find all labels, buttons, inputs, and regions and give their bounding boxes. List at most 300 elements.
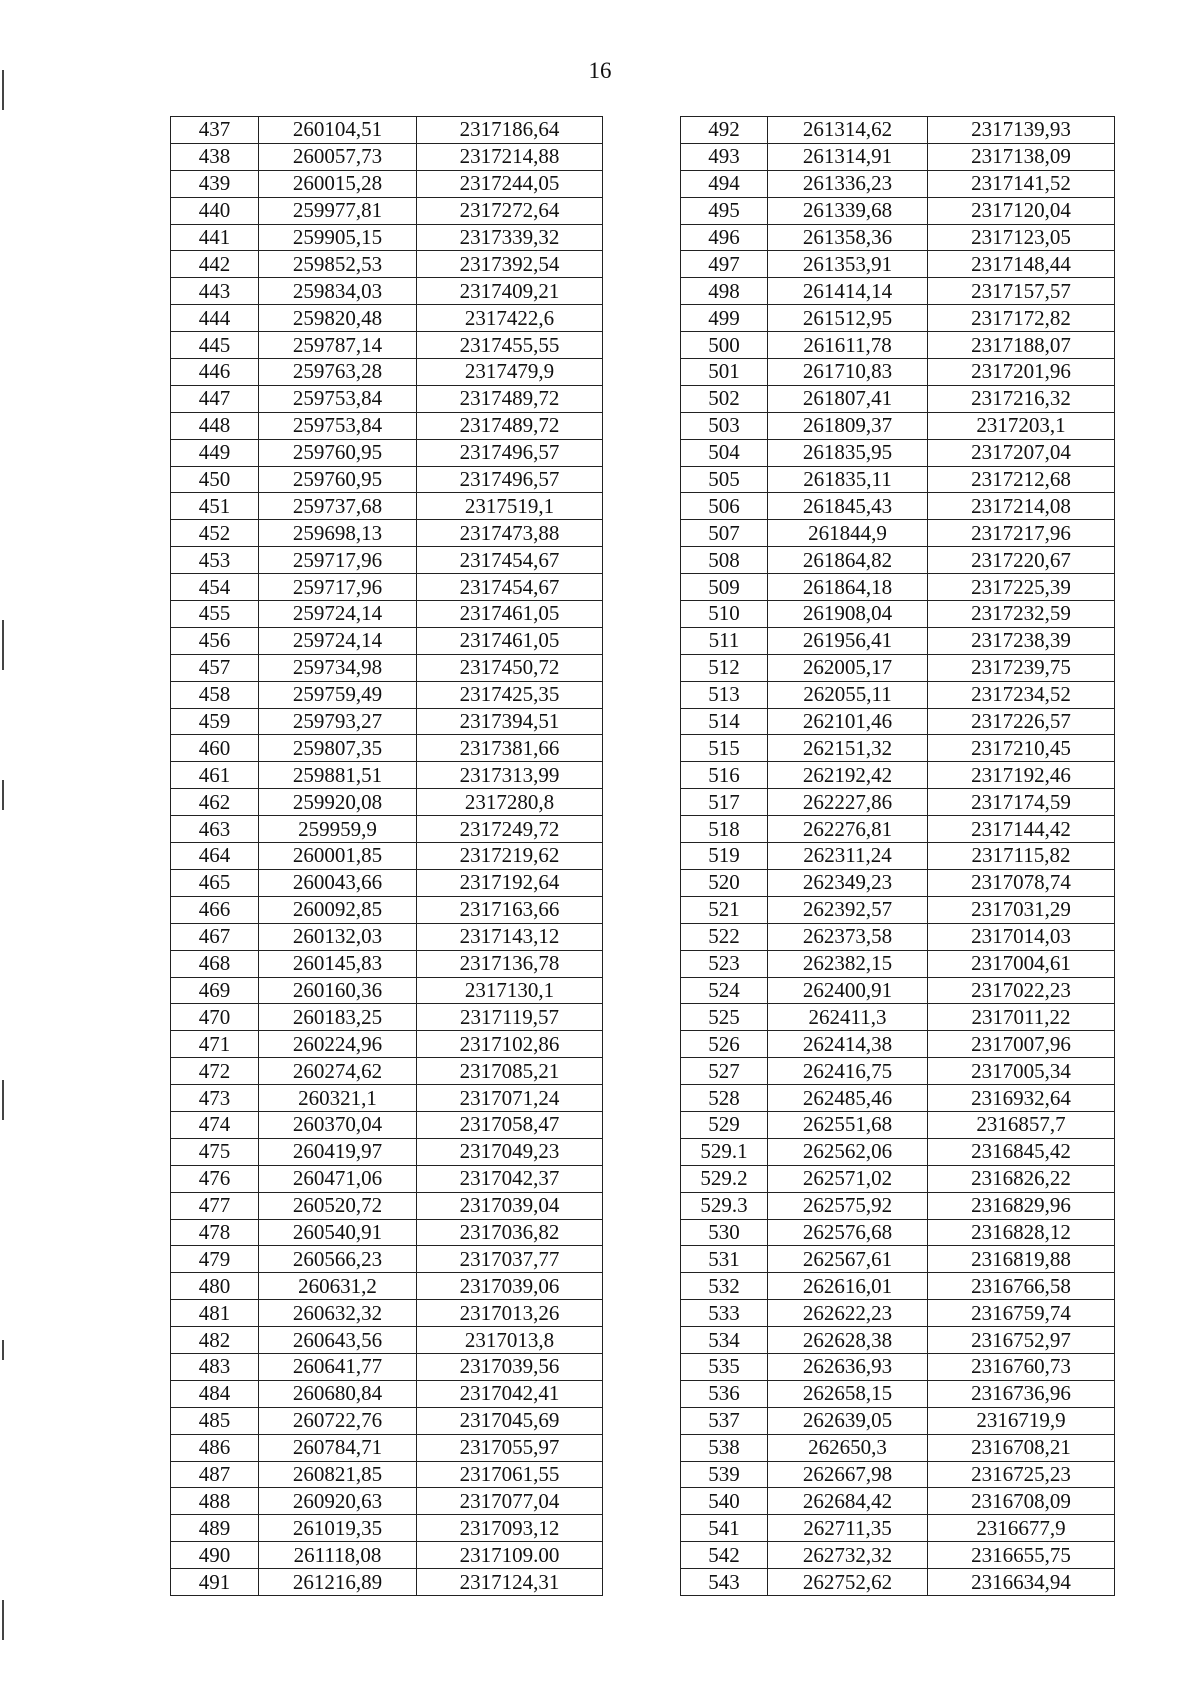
table-row bbox=[171, 1111, 603, 1138]
point-number-cell: 442 bbox=[171, 251, 259, 278]
table-row bbox=[681, 547, 1115, 574]
point-number-cell: 505 bbox=[681, 466, 768, 493]
y-coordinate-cell: 2316845,42 bbox=[928, 1138, 1115, 1165]
y-coordinate-cell: 2317232,59 bbox=[928, 601, 1115, 628]
table-row bbox=[681, 708, 1115, 735]
x-coordinate-cell: 262414,38 bbox=[768, 1031, 928, 1058]
y-coordinate-cell: 2317461,05 bbox=[417, 601, 603, 628]
y-coordinate-cell: 2317201,96 bbox=[928, 359, 1115, 386]
point-number-cell: 499 bbox=[681, 305, 768, 332]
point-number-cell: 522 bbox=[681, 923, 768, 950]
point-number-cell: 453 bbox=[171, 547, 259, 574]
y-coordinate-cell: 2317188,07 bbox=[928, 332, 1115, 359]
table-row bbox=[171, 1273, 603, 1300]
y-coordinate-cell: 2317479,9 bbox=[417, 359, 603, 386]
point-number-cell: 462 bbox=[171, 789, 259, 816]
table-row bbox=[681, 493, 1115, 520]
table-row bbox=[681, 359, 1115, 386]
y-coordinate-cell: 2317392,54 bbox=[417, 251, 603, 278]
table-row bbox=[681, 1380, 1115, 1407]
x-coordinate-cell: 261611,78 bbox=[768, 332, 928, 359]
table-row bbox=[171, 1031, 603, 1058]
y-coordinate-cell: 2317220,67 bbox=[928, 547, 1115, 574]
table-row bbox=[171, 170, 603, 197]
y-coordinate-cell: 2317489,72 bbox=[417, 385, 603, 412]
table-row bbox=[681, 627, 1115, 654]
point-number-cell: 513 bbox=[681, 681, 768, 708]
y-coordinate-cell: 2317058,47 bbox=[417, 1111, 603, 1138]
y-coordinate-cell: 2317219,62 bbox=[417, 843, 603, 870]
point-number-cell: 533 bbox=[681, 1300, 768, 1327]
y-coordinate-cell: 2317123,05 bbox=[928, 224, 1115, 251]
y-coordinate-cell: 2317031,29 bbox=[928, 896, 1115, 923]
point-number-cell: 443 bbox=[171, 278, 259, 305]
table-row bbox=[681, 950, 1115, 977]
y-coordinate-cell: 2316677,9 bbox=[928, 1515, 1115, 1542]
y-coordinate-cell: 2316655,75 bbox=[928, 1542, 1115, 1569]
x-coordinate-cell: 260092,85 bbox=[259, 896, 417, 923]
table-row bbox=[681, 1569, 1115, 1596]
y-coordinate-cell: 2317042,41 bbox=[417, 1380, 603, 1407]
x-coordinate-cell: 262571,02 bbox=[768, 1165, 928, 1192]
y-coordinate-cell: 2316725,23 bbox=[928, 1461, 1115, 1488]
point-number-cell: 504 bbox=[681, 439, 768, 466]
table-row bbox=[171, 332, 603, 359]
y-coordinate-cell: 2317249,72 bbox=[417, 816, 603, 843]
table-row bbox=[171, 493, 603, 520]
table-row bbox=[171, 1219, 603, 1246]
table-row bbox=[681, 1246, 1115, 1273]
point-number-cell: 472 bbox=[171, 1058, 259, 1085]
x-coordinate-cell: 261216,89 bbox=[259, 1569, 417, 1596]
point-number-cell: 534 bbox=[681, 1327, 768, 1354]
table-row bbox=[681, 143, 1115, 170]
table-body bbox=[681, 117, 1115, 1596]
x-coordinate-cell: 261845,43 bbox=[768, 493, 928, 520]
x-coordinate-cell: 260631,2 bbox=[259, 1273, 417, 1300]
x-coordinate-cell: 261956,41 bbox=[768, 627, 928, 654]
point-number-cell: 491 bbox=[171, 1569, 259, 1596]
x-coordinate-cell: 261512,95 bbox=[768, 305, 928, 332]
point-number-cell: 526 bbox=[681, 1031, 768, 1058]
y-coordinate-cell: 2317272,64 bbox=[417, 197, 603, 224]
x-coordinate-cell: 259787,14 bbox=[259, 332, 417, 359]
x-coordinate-cell: 260145,83 bbox=[259, 950, 417, 977]
scan-edge-mark bbox=[2, 1340, 4, 1360]
x-coordinate-cell: 261835,11 bbox=[768, 466, 928, 493]
x-coordinate-cell: 262667,98 bbox=[768, 1461, 928, 1488]
y-coordinate-cell: 2317143,12 bbox=[417, 923, 603, 950]
x-coordinate-cell: 262101,46 bbox=[768, 708, 928, 735]
y-coordinate-cell: 2317124,31 bbox=[417, 1569, 603, 1596]
point-number-cell: 445 bbox=[171, 332, 259, 359]
x-coordinate-cell: 262732,32 bbox=[768, 1542, 928, 1569]
y-coordinate-cell: 2317192,64 bbox=[417, 869, 603, 896]
table-row bbox=[171, 1058, 603, 1085]
y-coordinate-cell: 2317461,05 bbox=[417, 627, 603, 654]
x-coordinate-cell: 259717,96 bbox=[259, 574, 417, 601]
point-number-cell: 509 bbox=[681, 574, 768, 601]
table-row bbox=[681, 1273, 1115, 1300]
table-row bbox=[171, 1461, 603, 1488]
coordinates-table-right bbox=[680, 116, 1115, 1596]
x-coordinate-cell: 261019,35 bbox=[259, 1515, 417, 1542]
point-number-cell: 508 bbox=[681, 547, 768, 574]
x-coordinate-cell: 259737,68 bbox=[259, 493, 417, 520]
y-coordinate-cell: 2317004,61 bbox=[928, 950, 1115, 977]
table-row bbox=[171, 1192, 603, 1219]
x-coordinate-cell: 262562,06 bbox=[768, 1138, 928, 1165]
y-coordinate-cell: 2316752,97 bbox=[928, 1327, 1115, 1354]
table-row bbox=[681, 1192, 1115, 1219]
y-coordinate-cell: 2317022,23 bbox=[928, 977, 1115, 1004]
x-coordinate-cell: 261809,37 bbox=[768, 412, 928, 439]
point-number-cell: 484 bbox=[171, 1380, 259, 1407]
point-number-cell: 492 bbox=[681, 117, 768, 144]
x-coordinate-cell: 262276,81 bbox=[768, 816, 928, 843]
table-row bbox=[681, 1031, 1115, 1058]
point-number-cell: 452 bbox=[171, 520, 259, 547]
y-coordinate-cell: 2317454,67 bbox=[417, 547, 603, 574]
y-coordinate-cell: 2317036,82 bbox=[417, 1219, 603, 1246]
point-number-cell: 493 bbox=[681, 143, 768, 170]
y-coordinate-cell: 2317473,88 bbox=[417, 520, 603, 547]
point-number-cell: 523 bbox=[681, 950, 768, 977]
y-coordinate-cell: 2317381,66 bbox=[417, 735, 603, 762]
y-coordinate-cell: 2317061,55 bbox=[417, 1461, 603, 1488]
table-row bbox=[681, 1138, 1115, 1165]
y-coordinate-cell: 2317007,96 bbox=[928, 1031, 1115, 1058]
table-row bbox=[171, 547, 603, 574]
point-number-cell: 529.2 bbox=[681, 1165, 768, 1192]
y-coordinate-cell: 2316819,88 bbox=[928, 1246, 1115, 1273]
x-coordinate-cell: 259977,81 bbox=[259, 197, 417, 224]
y-coordinate-cell: 2316826,22 bbox=[928, 1165, 1115, 1192]
point-number-cell: 510 bbox=[681, 601, 768, 628]
y-coordinate-cell: 2317042,37 bbox=[417, 1165, 603, 1192]
table-row bbox=[171, 923, 603, 950]
point-number-cell: 531 bbox=[681, 1246, 768, 1273]
x-coordinate-cell: 261710,83 bbox=[768, 359, 928, 386]
scan-edge-mark bbox=[2, 620, 4, 670]
table-row bbox=[681, 1515, 1115, 1542]
y-coordinate-cell: 2317216,32 bbox=[928, 385, 1115, 412]
point-number-cell: 486 bbox=[171, 1434, 259, 1461]
y-coordinate-cell: 2317014,03 bbox=[928, 923, 1115, 950]
table-row bbox=[171, 1353, 603, 1380]
x-coordinate-cell: 260784,71 bbox=[259, 1434, 417, 1461]
point-number-cell: 480 bbox=[171, 1273, 259, 1300]
y-coordinate-cell: 2317226,57 bbox=[928, 708, 1115, 735]
x-coordinate-cell: 261807,41 bbox=[768, 385, 928, 412]
y-coordinate-cell: 2316719,9 bbox=[928, 1407, 1115, 1434]
table-row bbox=[681, 170, 1115, 197]
x-coordinate-cell: 262567,61 bbox=[768, 1246, 928, 1273]
table-row bbox=[681, 1165, 1115, 1192]
y-coordinate-cell: 2317455,55 bbox=[417, 332, 603, 359]
x-coordinate-cell: 262311,24 bbox=[768, 843, 928, 870]
point-number-cell: 543 bbox=[681, 1569, 768, 1596]
table-row bbox=[171, 574, 603, 601]
table-row bbox=[681, 789, 1115, 816]
table-row bbox=[681, 1353, 1115, 1380]
y-coordinate-cell: 2317489,72 bbox=[417, 412, 603, 439]
table-row bbox=[171, 520, 603, 547]
y-coordinate-cell: 2317214,08 bbox=[928, 493, 1115, 520]
point-number-cell: 537 bbox=[681, 1407, 768, 1434]
x-coordinate-cell: 260520,72 bbox=[259, 1192, 417, 1219]
y-coordinate-cell: 2317425,35 bbox=[417, 681, 603, 708]
table-row bbox=[171, 305, 603, 332]
point-number-cell: 448 bbox=[171, 412, 259, 439]
table-row bbox=[171, 412, 603, 439]
point-number-cell: 530 bbox=[681, 1219, 768, 1246]
y-coordinate-cell: 2317005,34 bbox=[928, 1058, 1115, 1085]
point-number-cell: 494 bbox=[681, 170, 768, 197]
table-row bbox=[171, 1085, 603, 1112]
table-row bbox=[171, 1004, 603, 1031]
x-coordinate-cell: 262416,75 bbox=[768, 1058, 928, 1085]
table-row bbox=[681, 466, 1115, 493]
y-coordinate-cell: 2317454,67 bbox=[417, 574, 603, 601]
x-coordinate-cell: 262622,23 bbox=[768, 1300, 928, 1327]
x-coordinate-cell: 262636,93 bbox=[768, 1353, 928, 1380]
point-number-cell: 542 bbox=[681, 1542, 768, 1569]
y-coordinate-cell: 2317141,52 bbox=[928, 170, 1115, 197]
x-coordinate-cell: 260274,62 bbox=[259, 1058, 417, 1085]
x-coordinate-cell: 260722,76 bbox=[259, 1407, 417, 1434]
y-coordinate-cell: 2317244,05 bbox=[417, 170, 603, 197]
table-row bbox=[171, 466, 603, 493]
point-number-cell: 520 bbox=[681, 869, 768, 896]
y-coordinate-cell: 2317039,06 bbox=[417, 1273, 603, 1300]
point-number-cell: 524 bbox=[681, 977, 768, 1004]
y-coordinate-cell: 2316766,58 bbox=[928, 1273, 1115, 1300]
point-number-cell: 514 bbox=[681, 708, 768, 735]
point-number-cell: 515 bbox=[681, 735, 768, 762]
x-coordinate-cell: 259807,35 bbox=[259, 735, 417, 762]
table-row bbox=[171, 869, 603, 896]
y-coordinate-cell: 2317139,93 bbox=[928, 117, 1115, 144]
point-number-cell: 525 bbox=[681, 1004, 768, 1031]
point-number-cell: 511 bbox=[681, 627, 768, 654]
table-row bbox=[681, 1058, 1115, 1085]
table-row bbox=[171, 1434, 603, 1461]
x-coordinate-cell: 259820,48 bbox=[259, 305, 417, 332]
point-number-cell: 449 bbox=[171, 439, 259, 466]
table-row bbox=[171, 1569, 603, 1596]
y-coordinate-cell: 2317210,45 bbox=[928, 735, 1115, 762]
y-coordinate-cell: 2317039,04 bbox=[417, 1192, 603, 1219]
point-number-cell: 518 bbox=[681, 816, 768, 843]
x-coordinate-cell: 260643,56 bbox=[259, 1327, 417, 1354]
x-coordinate-cell: 260920,63 bbox=[259, 1488, 417, 1515]
x-coordinate-cell: 262411,3 bbox=[768, 1004, 928, 1031]
point-number-cell: 471 bbox=[171, 1031, 259, 1058]
table-row bbox=[171, 1327, 603, 1354]
x-coordinate-cell: 262658,15 bbox=[768, 1380, 928, 1407]
x-coordinate-cell: 260183,25 bbox=[259, 1004, 417, 1031]
x-coordinate-cell: 260641,77 bbox=[259, 1353, 417, 1380]
x-coordinate-cell: 260566,23 bbox=[259, 1246, 417, 1273]
table-row bbox=[171, 816, 603, 843]
y-coordinate-cell: 2316708,09 bbox=[928, 1488, 1115, 1515]
x-coordinate-cell: 262575,92 bbox=[768, 1192, 928, 1219]
x-coordinate-cell: 259793,27 bbox=[259, 708, 417, 735]
point-number-cell: 466 bbox=[171, 896, 259, 923]
x-coordinate-cell: 261844,9 bbox=[768, 520, 928, 547]
x-coordinate-cell: 262192,42 bbox=[768, 762, 928, 789]
y-coordinate-cell: 2317102,86 bbox=[417, 1031, 603, 1058]
table-row bbox=[171, 439, 603, 466]
y-coordinate-cell: 2317207,04 bbox=[928, 439, 1115, 466]
scan-edge-mark bbox=[2, 70, 4, 110]
point-number-cell: 465 bbox=[171, 869, 259, 896]
table-body bbox=[171, 117, 603, 1596]
x-coordinate-cell: 261864,82 bbox=[768, 547, 928, 574]
table-row bbox=[681, 923, 1115, 950]
table-row bbox=[681, 520, 1115, 547]
x-coordinate-cell: 261414,14 bbox=[768, 278, 928, 305]
y-coordinate-cell: 2317109.00 bbox=[417, 1542, 603, 1569]
y-coordinate-cell: 2317163,66 bbox=[417, 896, 603, 923]
table-row bbox=[681, 574, 1115, 601]
x-coordinate-cell: 260419,97 bbox=[259, 1138, 417, 1165]
x-coordinate-cell: 261358,36 bbox=[768, 224, 928, 251]
point-number-cell: 496 bbox=[681, 224, 768, 251]
table-row bbox=[681, 1488, 1115, 1515]
x-coordinate-cell: 262373,58 bbox=[768, 923, 928, 950]
table-row bbox=[171, 1165, 603, 1192]
y-coordinate-cell: 2317085,21 bbox=[417, 1058, 603, 1085]
table-row bbox=[171, 117, 603, 144]
scan-edge-mark bbox=[2, 780, 4, 810]
x-coordinate-cell: 260632,32 bbox=[259, 1300, 417, 1327]
y-coordinate-cell: 2317519,1 bbox=[417, 493, 603, 520]
x-coordinate-cell: 262576,68 bbox=[768, 1219, 928, 1246]
y-coordinate-cell: 2317186,64 bbox=[417, 117, 603, 144]
y-coordinate-cell: 2317409,21 bbox=[417, 278, 603, 305]
y-coordinate-cell: 2317174,59 bbox=[928, 789, 1115, 816]
point-number-cell: 473 bbox=[171, 1085, 259, 1112]
y-coordinate-cell: 2317214,88 bbox=[417, 143, 603, 170]
table-row bbox=[681, 1434, 1115, 1461]
y-coordinate-cell: 2317157,57 bbox=[928, 278, 1115, 305]
y-coordinate-cell: 2316708,21 bbox=[928, 1434, 1115, 1461]
table-row bbox=[681, 681, 1115, 708]
x-coordinate-cell: 259834,03 bbox=[259, 278, 417, 305]
point-number-cell: 538 bbox=[681, 1434, 768, 1461]
x-coordinate-cell: 262616,01 bbox=[768, 1273, 928, 1300]
y-coordinate-cell: 2317055,97 bbox=[417, 1434, 603, 1461]
y-coordinate-cell: 2317339,32 bbox=[417, 224, 603, 251]
y-coordinate-cell: 2317037,77 bbox=[417, 1246, 603, 1273]
point-number-cell: 502 bbox=[681, 385, 768, 412]
table-row bbox=[681, 385, 1115, 412]
x-coordinate-cell: 259759,49 bbox=[259, 681, 417, 708]
y-coordinate-cell: 2316760,73 bbox=[928, 1353, 1115, 1380]
y-coordinate-cell: 2317496,57 bbox=[417, 466, 603, 493]
point-number-cell: 529.3 bbox=[681, 1192, 768, 1219]
y-coordinate-cell: 2317093,12 bbox=[417, 1515, 603, 1542]
table-row bbox=[171, 1300, 603, 1327]
table-row bbox=[681, 1300, 1115, 1327]
point-number-cell: 441 bbox=[171, 224, 259, 251]
x-coordinate-cell: 260001,85 bbox=[259, 843, 417, 870]
point-number-cell: 495 bbox=[681, 197, 768, 224]
point-number-cell: 463 bbox=[171, 816, 259, 843]
point-number-cell: 469 bbox=[171, 977, 259, 1004]
x-coordinate-cell: 260224,96 bbox=[259, 1031, 417, 1058]
table-row bbox=[681, 762, 1115, 789]
x-coordinate-cell: 260540,91 bbox=[259, 1219, 417, 1246]
point-number-cell: 478 bbox=[171, 1219, 259, 1246]
point-number-cell: 507 bbox=[681, 520, 768, 547]
point-number-cell: 451 bbox=[171, 493, 259, 520]
point-number-cell: 455 bbox=[171, 601, 259, 628]
x-coordinate-cell: 262151,32 bbox=[768, 735, 928, 762]
y-coordinate-cell: 2317039,56 bbox=[417, 1353, 603, 1380]
point-number-cell: 438 bbox=[171, 143, 259, 170]
y-coordinate-cell: 2317422,6 bbox=[417, 305, 603, 332]
table-row bbox=[171, 708, 603, 735]
x-coordinate-cell: 261314,91 bbox=[768, 143, 928, 170]
x-coordinate-cell: 260321,1 bbox=[259, 1085, 417, 1112]
y-coordinate-cell: 2317212,68 bbox=[928, 466, 1115, 493]
x-coordinate-cell: 262684,42 bbox=[768, 1488, 928, 1515]
x-coordinate-cell: 259724,14 bbox=[259, 627, 417, 654]
point-number-cell: 517 bbox=[681, 789, 768, 816]
point-number-cell: 529.1 bbox=[681, 1138, 768, 1165]
point-number-cell: 444 bbox=[171, 305, 259, 332]
point-number-cell: 497 bbox=[681, 251, 768, 278]
table-row bbox=[171, 950, 603, 977]
y-coordinate-cell: 2317313,99 bbox=[417, 762, 603, 789]
y-coordinate-cell: 2317203,1 bbox=[928, 412, 1115, 439]
table-row bbox=[171, 1380, 603, 1407]
table-row bbox=[681, 1542, 1115, 1569]
y-coordinate-cell: 2317217,96 bbox=[928, 520, 1115, 547]
table-row bbox=[681, 816, 1115, 843]
table-row bbox=[681, 332, 1115, 359]
table-row bbox=[681, 977, 1115, 1004]
point-number-cell: 503 bbox=[681, 412, 768, 439]
table-row bbox=[681, 1004, 1115, 1031]
x-coordinate-cell: 262551,68 bbox=[768, 1111, 928, 1138]
point-number-cell: 475 bbox=[171, 1138, 259, 1165]
y-coordinate-cell: 2317225,39 bbox=[928, 574, 1115, 601]
table-row bbox=[171, 1407, 603, 1434]
y-coordinate-cell: 2317071,24 bbox=[417, 1085, 603, 1112]
table-row bbox=[681, 1219, 1115, 1246]
x-coordinate-cell: 260104,51 bbox=[259, 117, 417, 144]
point-number-cell: 456 bbox=[171, 627, 259, 654]
point-number-cell: 481 bbox=[171, 1300, 259, 1327]
table-row bbox=[171, 843, 603, 870]
point-number-cell: 527 bbox=[681, 1058, 768, 1085]
point-number-cell: 535 bbox=[681, 1353, 768, 1380]
point-number-cell: 500 bbox=[681, 332, 768, 359]
point-number-cell: 439 bbox=[171, 170, 259, 197]
page-number: 16 bbox=[588, 58, 612, 83]
point-number-cell: 490 bbox=[171, 1542, 259, 1569]
y-coordinate-cell: 2316857,7 bbox=[928, 1111, 1115, 1138]
x-coordinate-cell: 262650,3 bbox=[768, 1434, 928, 1461]
x-coordinate-cell: 259881,51 bbox=[259, 762, 417, 789]
point-number-cell: 483 bbox=[171, 1353, 259, 1380]
x-coordinate-cell: 259753,84 bbox=[259, 412, 417, 439]
x-coordinate-cell: 261864,18 bbox=[768, 574, 928, 601]
